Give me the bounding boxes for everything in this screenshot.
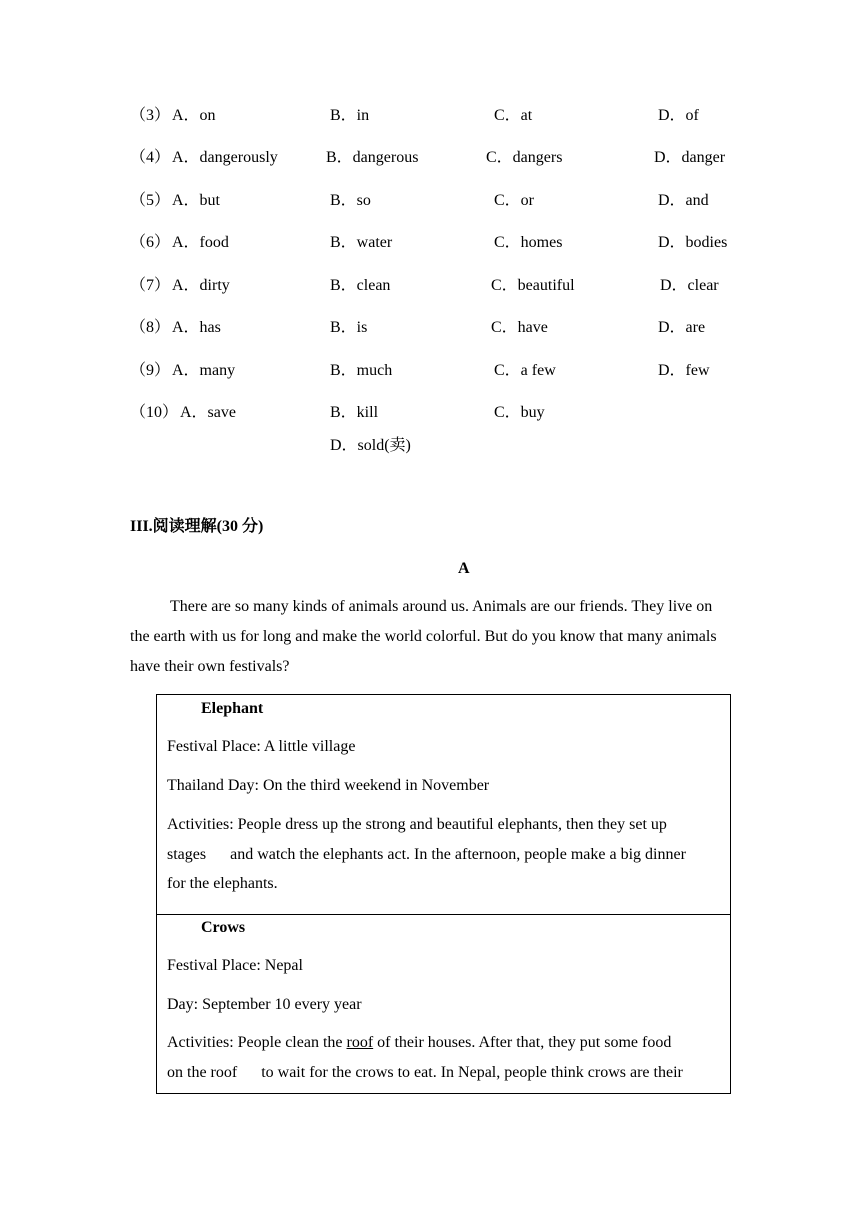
option-a: A．many: [172, 362, 236, 379]
crows-place: Festival Place: Nepal: [167, 957, 303, 974]
elephant-heading: Elephant: [201, 700, 264, 717]
crows-activities-line-2: on the roof to wait for the crows to eat. In Nepal, people think crows are their: [167, 1064, 683, 1081]
question-number: （6）: [130, 234, 171, 251]
option-d: D．and: [658, 192, 709, 209]
passage-label: A: [458, 560, 470, 577]
option-b: B．is: [330, 319, 368, 336]
option-a: A．dirty: [172, 277, 230, 294]
section-title: III.阅读理解(30 分): [130, 518, 264, 535]
question-number: （8）: [130, 319, 171, 336]
option-d: D．of: [658, 107, 699, 124]
option-d: D．clear: [660, 277, 719, 294]
elephant-activities-line-3: for the elephants.: [167, 875, 278, 892]
option-b: B．in: [330, 107, 370, 124]
option-a: A．save: [180, 404, 236, 421]
elephant-place: Festival Place: A little village: [167, 738, 356, 755]
option-d: D．bodies: [658, 234, 728, 251]
option-d: D．few: [658, 362, 710, 379]
option-c: C．buy: [494, 404, 545, 421]
elephant-cell: [157, 695, 730, 914]
crows-activities-line-1: [167, 1035, 671, 1051]
option-a: A．dangerously: [172, 149, 278, 166]
question-number: （4）: [130, 149, 171, 166]
option-c: C．homes: [494, 234, 563, 251]
crows-activities-text: of their houses. After that, they put some food: [373, 1034, 672, 1051]
option-a: A．but: [172, 192, 221, 209]
crows-activities-text: Activities: People clean the: [167, 1034, 347, 1051]
option-c: C．beautiful: [491, 277, 575, 294]
option-a: A．on: [172, 107, 216, 124]
option-b: B．kill: [330, 404, 379, 421]
question-number: （3）: [130, 107, 171, 124]
option-b: B．so: [330, 192, 371, 209]
crows-day: Day: September 10 every year: [167, 996, 362, 1013]
option-b: B．water: [330, 234, 393, 251]
option-d: D．sold(卖): [330, 437, 411, 454]
underlined-word: roof: [346, 1034, 374, 1051]
crows-cell: [157, 914, 730, 1092]
elephant-activities-line-2: stages and watch the elephants act. In the afternoon, people make a big dinner: [167, 846, 686, 863]
question-number: （7）: [130, 277, 171, 294]
festival-table: [156, 694, 731, 1094]
option-b: B．clean: [330, 277, 391, 294]
question-number: （5）: [130, 192, 171, 209]
elephant-activities-line-1: Activities: People dress up the strong and beautiful elephants, then they set up: [167, 816, 667, 833]
option-d: D．are: [658, 319, 706, 336]
elephant-day: Thailand Day: On the third weekend in November: [167, 777, 490, 794]
option-b: B．dangerous: [326, 149, 419, 166]
option-c: C．at: [494, 107, 533, 124]
question-number: （10）: [130, 404, 179, 421]
question-number: （9）: [130, 362, 171, 379]
option-a: A．food: [172, 234, 229, 251]
passage-intro: There are so many kinds of animals around us. Animals are our friends. They live on the earth with us for long and make the world colorful. But do you know that many animals have their own festivals?: [130, 598, 717, 675]
option-c: C．a few: [494, 362, 556, 379]
option-c: C．dangers: [486, 149, 563, 166]
option-d: D．danger: [654, 149, 726, 166]
option-a: A．has: [172, 319, 221, 336]
option-c: C．have: [491, 319, 548, 336]
option-c: C．or: [494, 192, 535, 209]
crows-heading: Crows: [201, 919, 246, 936]
option-b: B．much: [330, 362, 393, 379]
